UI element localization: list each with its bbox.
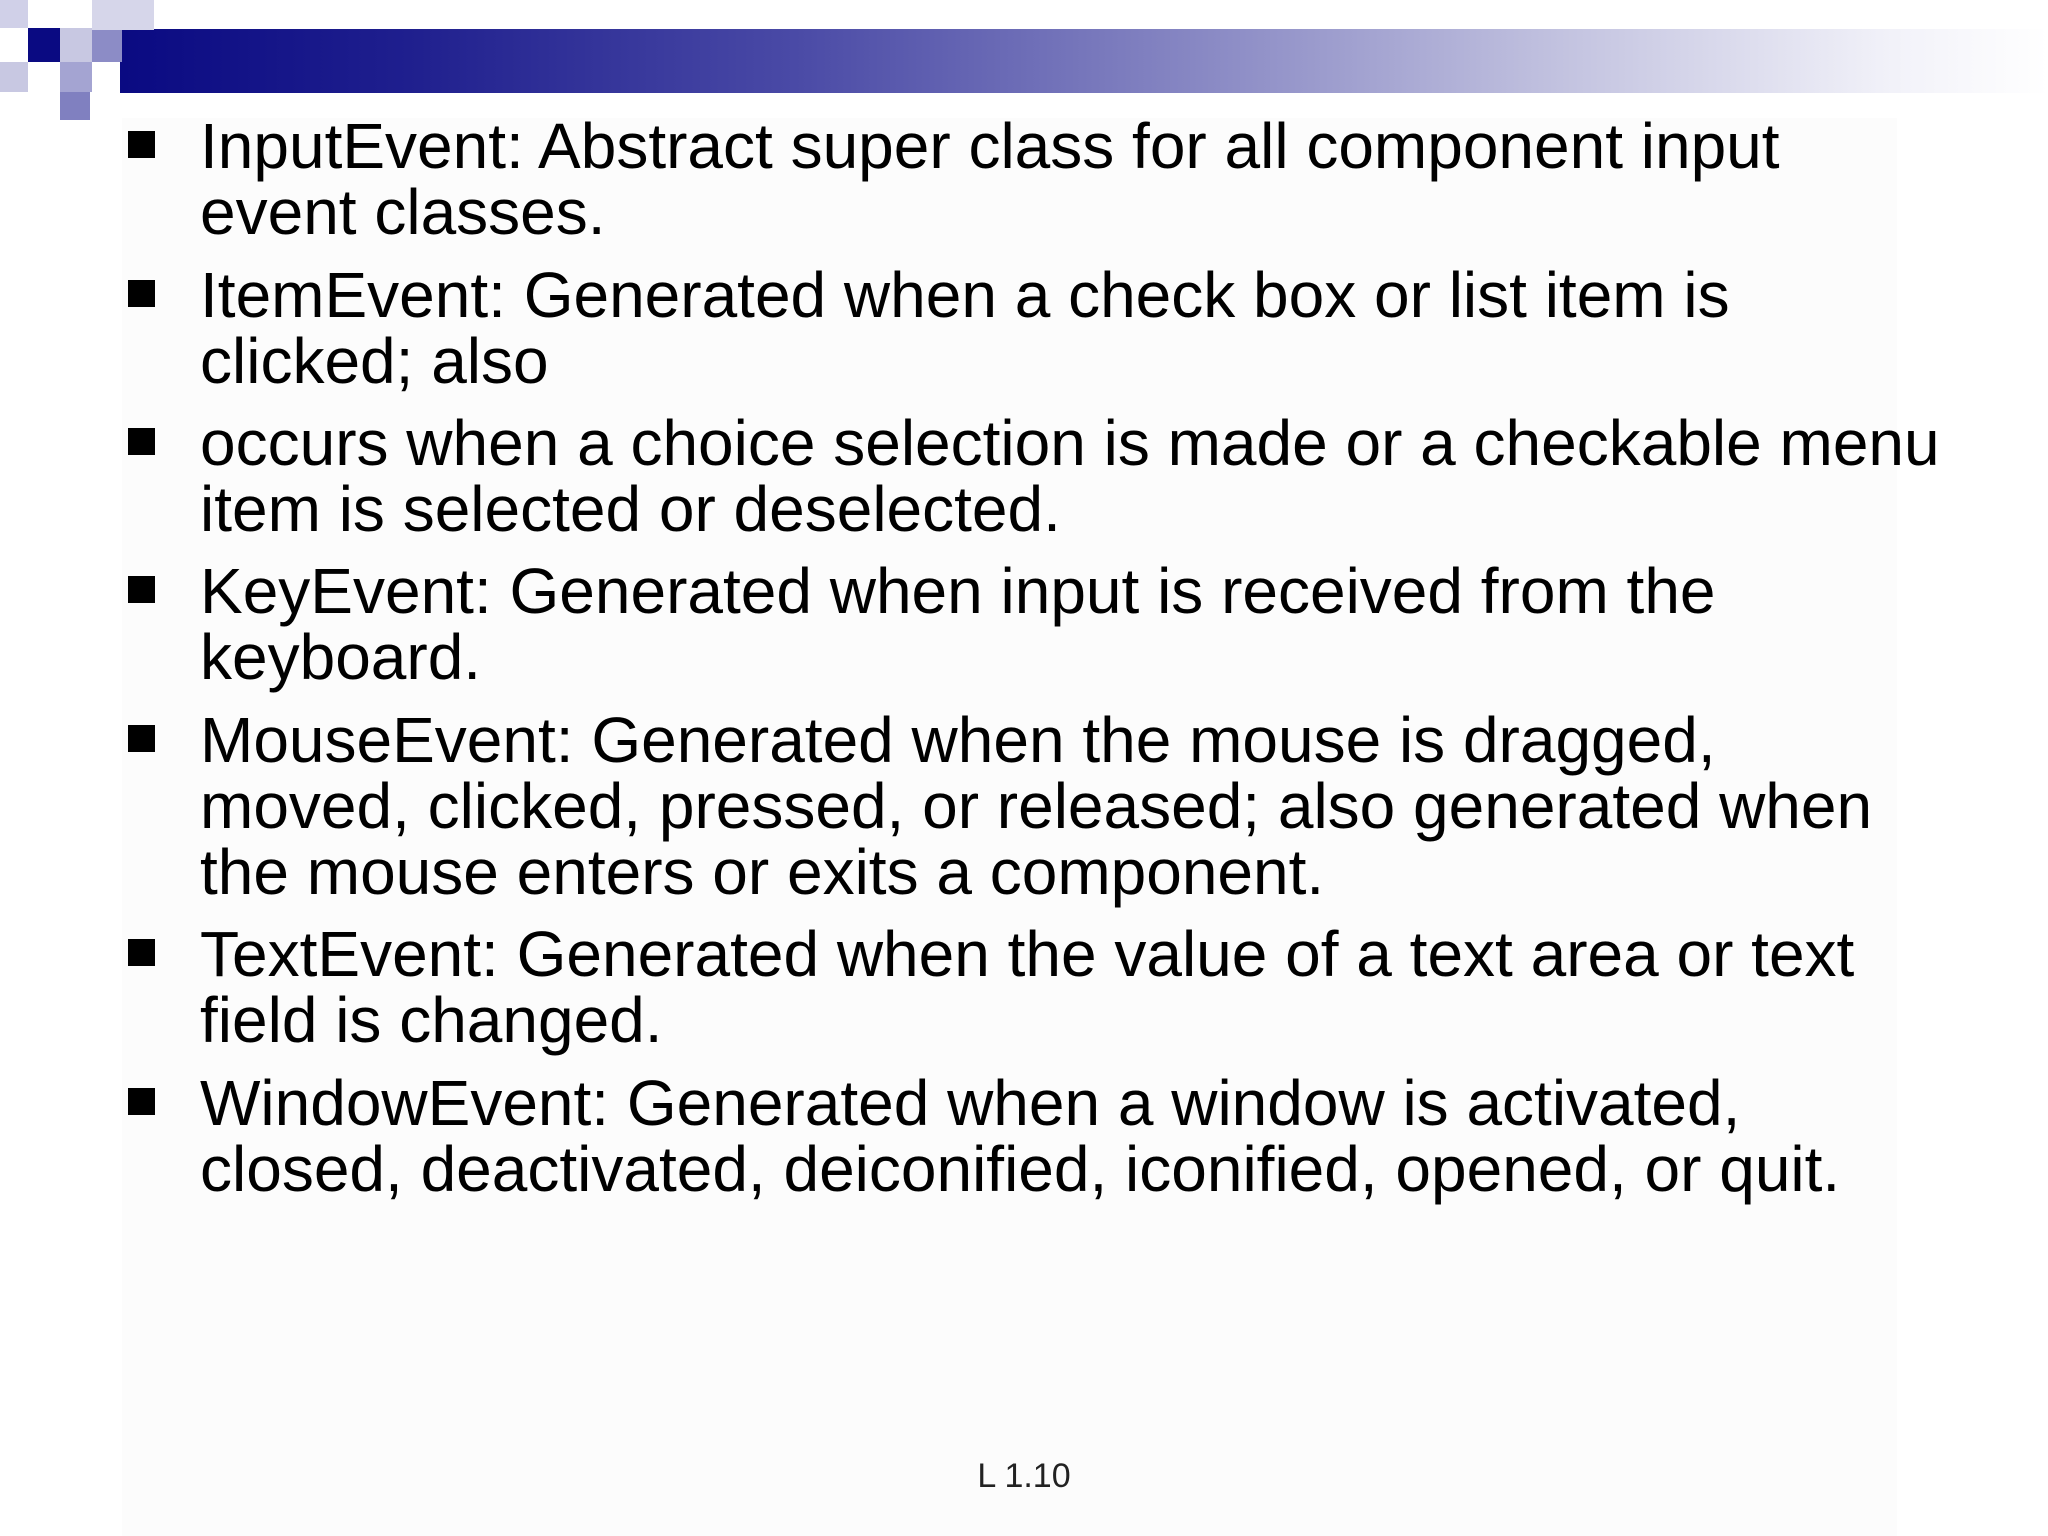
square-bullet-icon: [128, 576, 155, 603]
header-gradient-band: [120, 29, 2048, 93]
bullet-text: MouseEvent: Generated when the mouse is dragged, moved, clicked, pressed, or released; also generated when the mouse enters or exits a component.: [200, 704, 1873, 908]
corner-square: [60, 28, 92, 62]
square-bullet-icon: [128, 280, 155, 307]
square-bullet-icon: [128, 428, 155, 455]
square-bullet-icon: [128, 939, 155, 966]
square-bullet-icon: [128, 131, 155, 158]
corner-square: [60, 92, 90, 120]
corner-square: [0, 0, 28, 28]
bullet-text: TextEvent: Generated when the value of a text area or text field is changed.: [200, 918, 1855, 1056]
bullet-text: WindowEvent: Generated when a window is activated, closed, deactivated, deiconified, iconified, opened, or quit.: [200, 1067, 1841, 1205]
corner-square: [28, 28, 60, 62]
corner-square: [28, 0, 60, 28]
bullet-text: KeyEvent: Generated when input is received from the keyboard.: [200, 555, 1716, 693]
square-bullet-icon: [128, 1088, 155, 1115]
corner-square: [60, 62, 92, 92]
bullet-text: InputEvent: Abstract super class for all component input event classes.: [200, 110, 1780, 248]
corner-square: [28, 62, 60, 92]
slide-number-footer: L 1.10: [977, 1457, 1071, 1495]
corner-square: [0, 62, 28, 92]
bullet-text: ItemEvent: Generated when a check box or list item is clicked; also: [200, 259, 1730, 397]
square-bullet-icon: [128, 725, 155, 752]
bullet-text: occurs when a choice selection is made or a checkable menu item is selected or deselected.: [200, 407, 1940, 545]
corner-square: [92, 62, 120, 92]
corner-square: [92, 0, 154, 30]
corner-square: [92, 30, 122, 62]
